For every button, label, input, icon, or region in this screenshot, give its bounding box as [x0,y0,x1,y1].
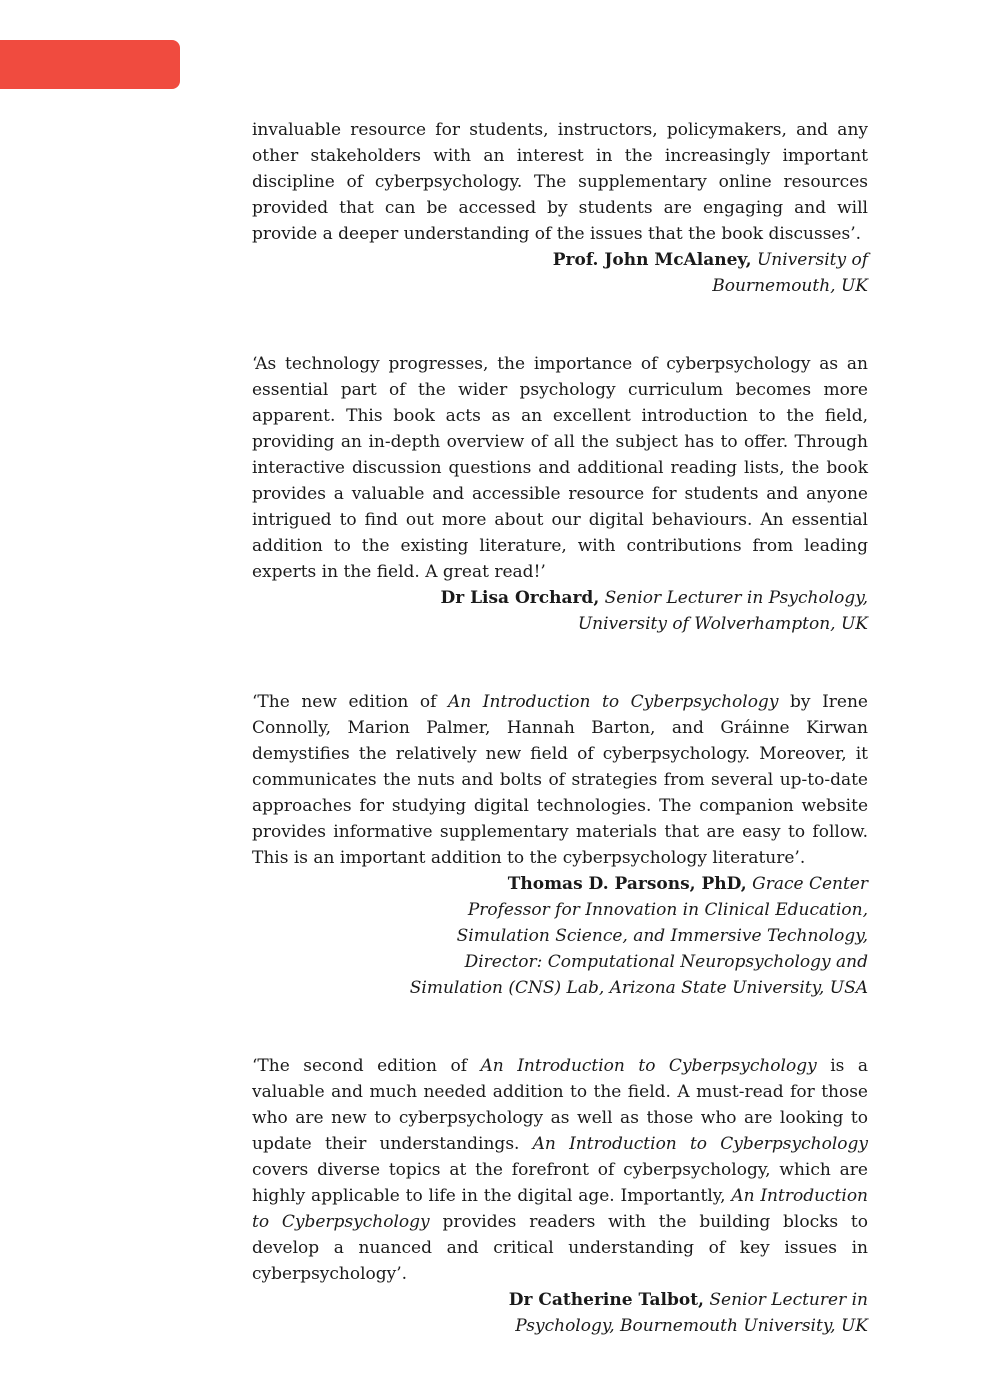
text-run: ‘The second edition of [252,1056,481,1076]
endorser-affiliation: University of [756,250,868,270]
endorser-affiliation: Simulation (CNS) Lab, Arizona State University, USA [409,978,868,998]
text-run: is a valuable and much needed addition to the field. A must-read for those who are new to cyberpsychology as well as those who are looking to update their understandings. [252,1056,868,1154]
endorsement-2 [252,351,868,637]
endorsements [252,117,868,1339]
endorser-name: Dr Lisa Orchard, [440,588,600,608]
endorser-name: Thomas D. Parsons, PhD, [507,874,747,894]
endorser-affiliation: Bournemouth, UK [712,276,868,296]
endorsement-1 [252,117,868,299]
endorser-affiliation: Senior Lecturer in [709,1290,868,1310]
endorser-affiliation: Senior Lecturer in Psychology, [604,588,868,608]
text-run: by Irene Connolly, Marion Palmer, Hannah Barton, and Gráinne Kirwan demystifies the relatively new field of cyberpsychology. Moreover, it communicates the nuts and bolts of strategies from several up-to-date approaches for studying digital technologies. The companion website provides informative supplementary materials that are easy to follow. This is an important addition to the cyberpsychology literature’. [252,692,868,868]
text-run: ‘The new edition of [252,692,448,712]
endorser-name: Prof. John McAlaney, [552,250,752,270]
page-tab-marker [0,40,180,89]
endorsement-text [252,1053,868,1287]
endorser-affiliation: Psychology, Bournemouth University, UK [515,1316,868,1336]
endorsement-attribution [252,247,868,299]
endorsement-text [252,689,868,871]
text-run: provides readers with the building blocks to develop a nuanced and critical understanding of key issues in cyberpsychology’. [252,1212,868,1284]
endorsement-4 [252,1053,868,1339]
endorser-affiliation: Director: Computational Neuropsychology and [464,952,868,972]
book-title: An Introduction to Cyberpsychology [480,1056,817,1076]
book-title: An Introduction to Cyberpsychology [532,1134,868,1154]
endorsement-attribution [252,1287,868,1339]
endorsement-text: ‘As technology progresses, the importance of cyberpsychology as an essential part of the wider psychology curriculum becomes more apparent. This book acts as an excellent introduction to the field, providing an in-depth overview of all the subject has to offer. Through interactive discussion questions and additional reading lists, the book provides a valuable and accessible resource for students and anyone intrigued to find out more about our digital behaviours. An essential addition to the existing literature, with contributions from leading experts in the field. A great read!’ [252,354,868,582]
endorser-affiliation: Simulation Science, and Immersive Technology, [456,926,868,946]
endorser-affiliation: Grace Center [752,874,868,894]
endorsement-attribution [252,871,868,1001]
endorser-affiliation: Professor for Innovation in Clinical Education, [467,900,868,920]
endorsement-text: invaluable resource for students, instructors, policymakers, and any other stakeholders with an interest in the increasingly important discipline of cyberpsychology. The supplementary online resources provided that can be accessed by students are engaging and will provide a deeper understanding of the issues that the book discusses’. [252,120,868,244]
endorser-name: Dr Catherine Talbot, [508,1290,704,1310]
book-title: An Introduction to Cyberpsychology [252,1186,868,1232]
book-title: An Introduction to Cyberpsychology [447,692,779,712]
text-run: covers diverse topics at the forefront of cyberpsychology, which are highly applicable to life in the digital age. Importantly, [252,1160,868,1206]
endorser-affiliation: University of Wolverhampton, UK [577,614,868,634]
endorsement-attribution [252,585,868,637]
endorsement-3 [252,689,868,1001]
